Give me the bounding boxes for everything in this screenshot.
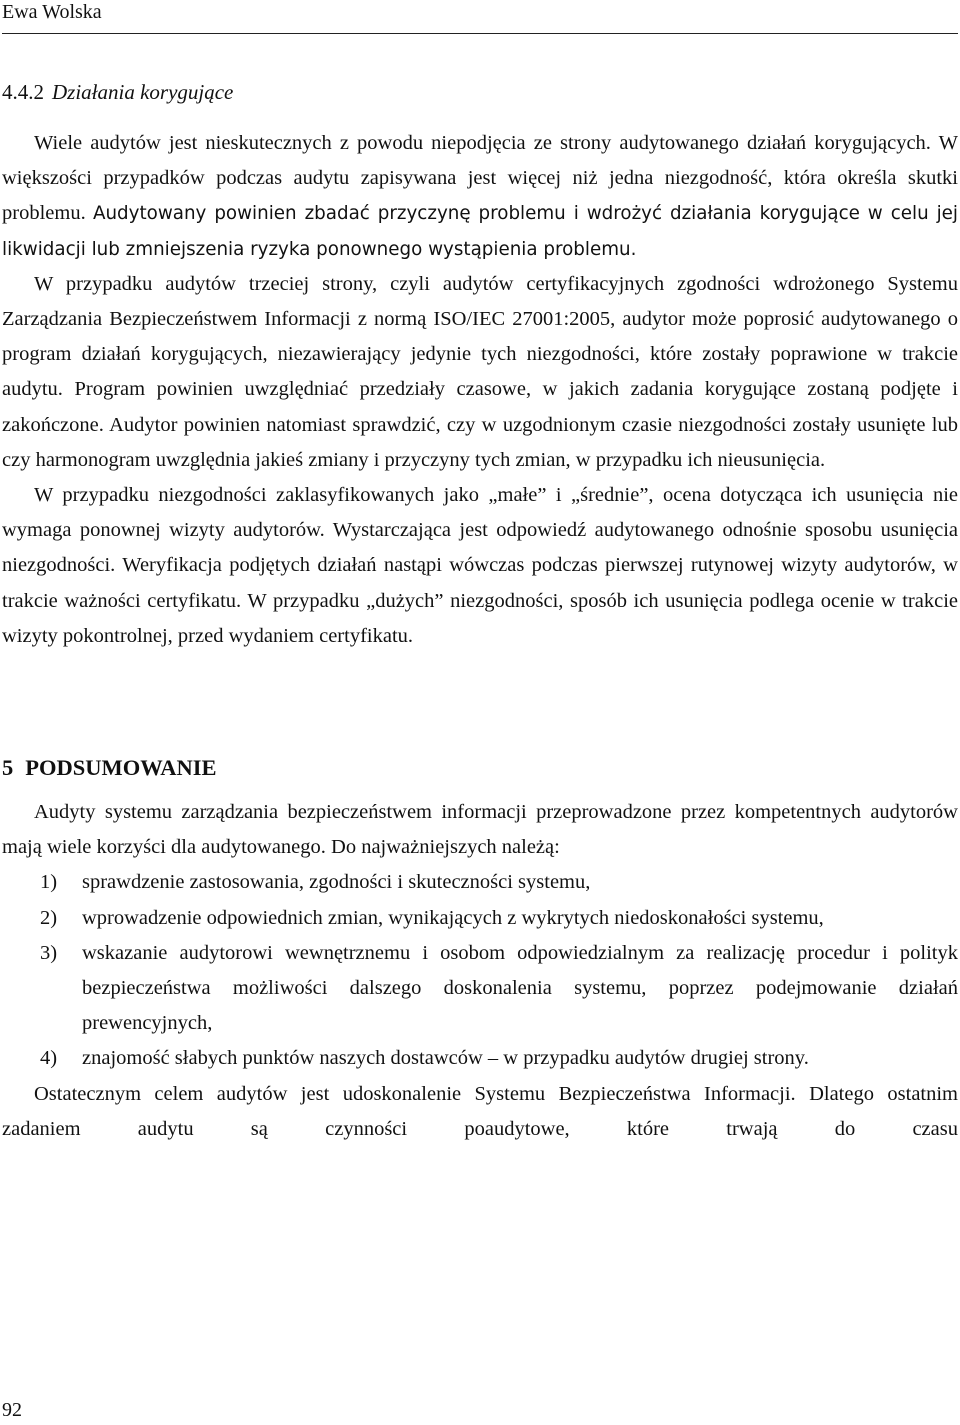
- section-number: 5: [2, 755, 14, 781]
- list-marker: 3): [40, 941, 58, 964]
- section-number: 4.4.2: [2, 80, 44, 104]
- benefits-list: [2, 865, 958, 1076]
- paragraph-1: [2, 126, 958, 267]
- list-item-text: wprowadzenie odpowiednich zmian, wynikających z wykrytych niedoskonałości systemu,: [82, 906, 824, 929]
- closing-paragraph: Ostatecznym celem audytów jest udoskonalenie Systemu Bezpieczeństwa Informacji. Dlatego ostatnim zadaniem audytu są czynności poaudytowe, które trwają do czasu: [2, 1082, 958, 1140]
- paragraph-1-sans: Audytowany powinien zbadać przyczynę problemu i wdrożyć działania korygujące w celu jej likwidacji lub zmniejszenia ryzyka ponownego wystąpienia problemu.: [2, 203, 959, 260]
- section-title: Działania korygujące: [52, 80, 234, 104]
- paragraph-3: W przypadku niezgodności zaklasyfikowanych jako „małe” i „średnie”, ocena dotycząca ich usunięcia nie wymaga ponownej wizyty audytorów. Wystarczająca jest odpowiedź audytowanego odnośnie sposobu usunięcia niezgodności. Weryfikacja podjętych działań nastąpi wówczas podczas pierwszej rutynowej wizyty audytorów, w trakcie ważności certyfikatu. W przypadku „dużych” niezgodności, sposób ich usunięcia podlega ocenie w trakcie wizyty pokontrolnej, przed wydaniem certyfikatu.: [2, 484, 958, 647]
- list-marker: 1): [40, 871, 58, 894]
- header-rule: [2, 33, 958, 34]
- list-item-text: sprawdzenie zastosowania, zgodności i skuteczności systemu,: [82, 871, 591, 894]
- list-item-text: wskazanie audytorowi wewnętrznemu i osobom odpowiedzialnym za realizację procedur i polityk bezpieczeństwa możliwości dalszego doskonalenia systemu, poprzez podejmowanie działań prewencyjnych,: [82, 941, 958, 1035]
- section-heading-5: [2, 749, 958, 787]
- list-marker: 4): [40, 1047, 58, 1070]
- list-item: [2, 1041, 958, 1076]
- section-heading-4-4-2: [2, 72, 958, 112]
- list-item-text: znajomość słabych punktów naszych dostawców – w przypadku audytów drugiej strony.: [82, 1047, 809, 1070]
- paragraph-2: W przypadku audytów trzeciej strony, czyli audytów certyfikacyjnych zgodności wdrożonego Systemu Zarządzania Bezpieczeństwem Informacji z normą ISO/IEC 27001:2005, audytor może poprosić audytowanego o program działań korygujących, niezawierający jedynie tych niezgodności, które zostały poprawione w trakcie audytu. Program powinien uwzględniać przedziały czasowe, w jakich zadania korygujące zostaną podjęte i zakończone. Audytor powinien natomiast sprawdzić, czy w uzgodnionym czasie niezgodności zostały usunięte lub czy harmonogram uwzględnia jakieś zmiany i przyczyny tych zmian, w przypadku ich nieusunięcia.: [2, 272, 958, 471]
- running-header-author: Ewa Wolska: [2, 1, 102, 23]
- page-content: [2, 72, 958, 1147]
- list-item: [2, 865, 958, 900]
- list-marker: 2): [40, 906, 58, 929]
- list-item: [2, 936, 958, 1042]
- list-item: [2, 901, 958, 936]
- page-number: 92: [2, 1399, 22, 1421]
- summary-intro: Audyty systemu zarządzania bezpieczeństwem informacji przeprowadzone przez kompetentnych audytorów mają wiele korzyści dla audytowanego. Do najważniejszych należą:: [2, 801, 958, 859]
- section-title: PODSUMOWANIE: [25, 755, 217, 781]
- paragraph-1-serif: Wiele audytów jest nieskutecznych z powodu niepodjęcia ze strony audytowanego działań korygujących. W większości przypadków podczas audytu zapisywana jest więcej niż jedna niezgodność, która określa skutki problemu.: [2, 132, 958, 225]
